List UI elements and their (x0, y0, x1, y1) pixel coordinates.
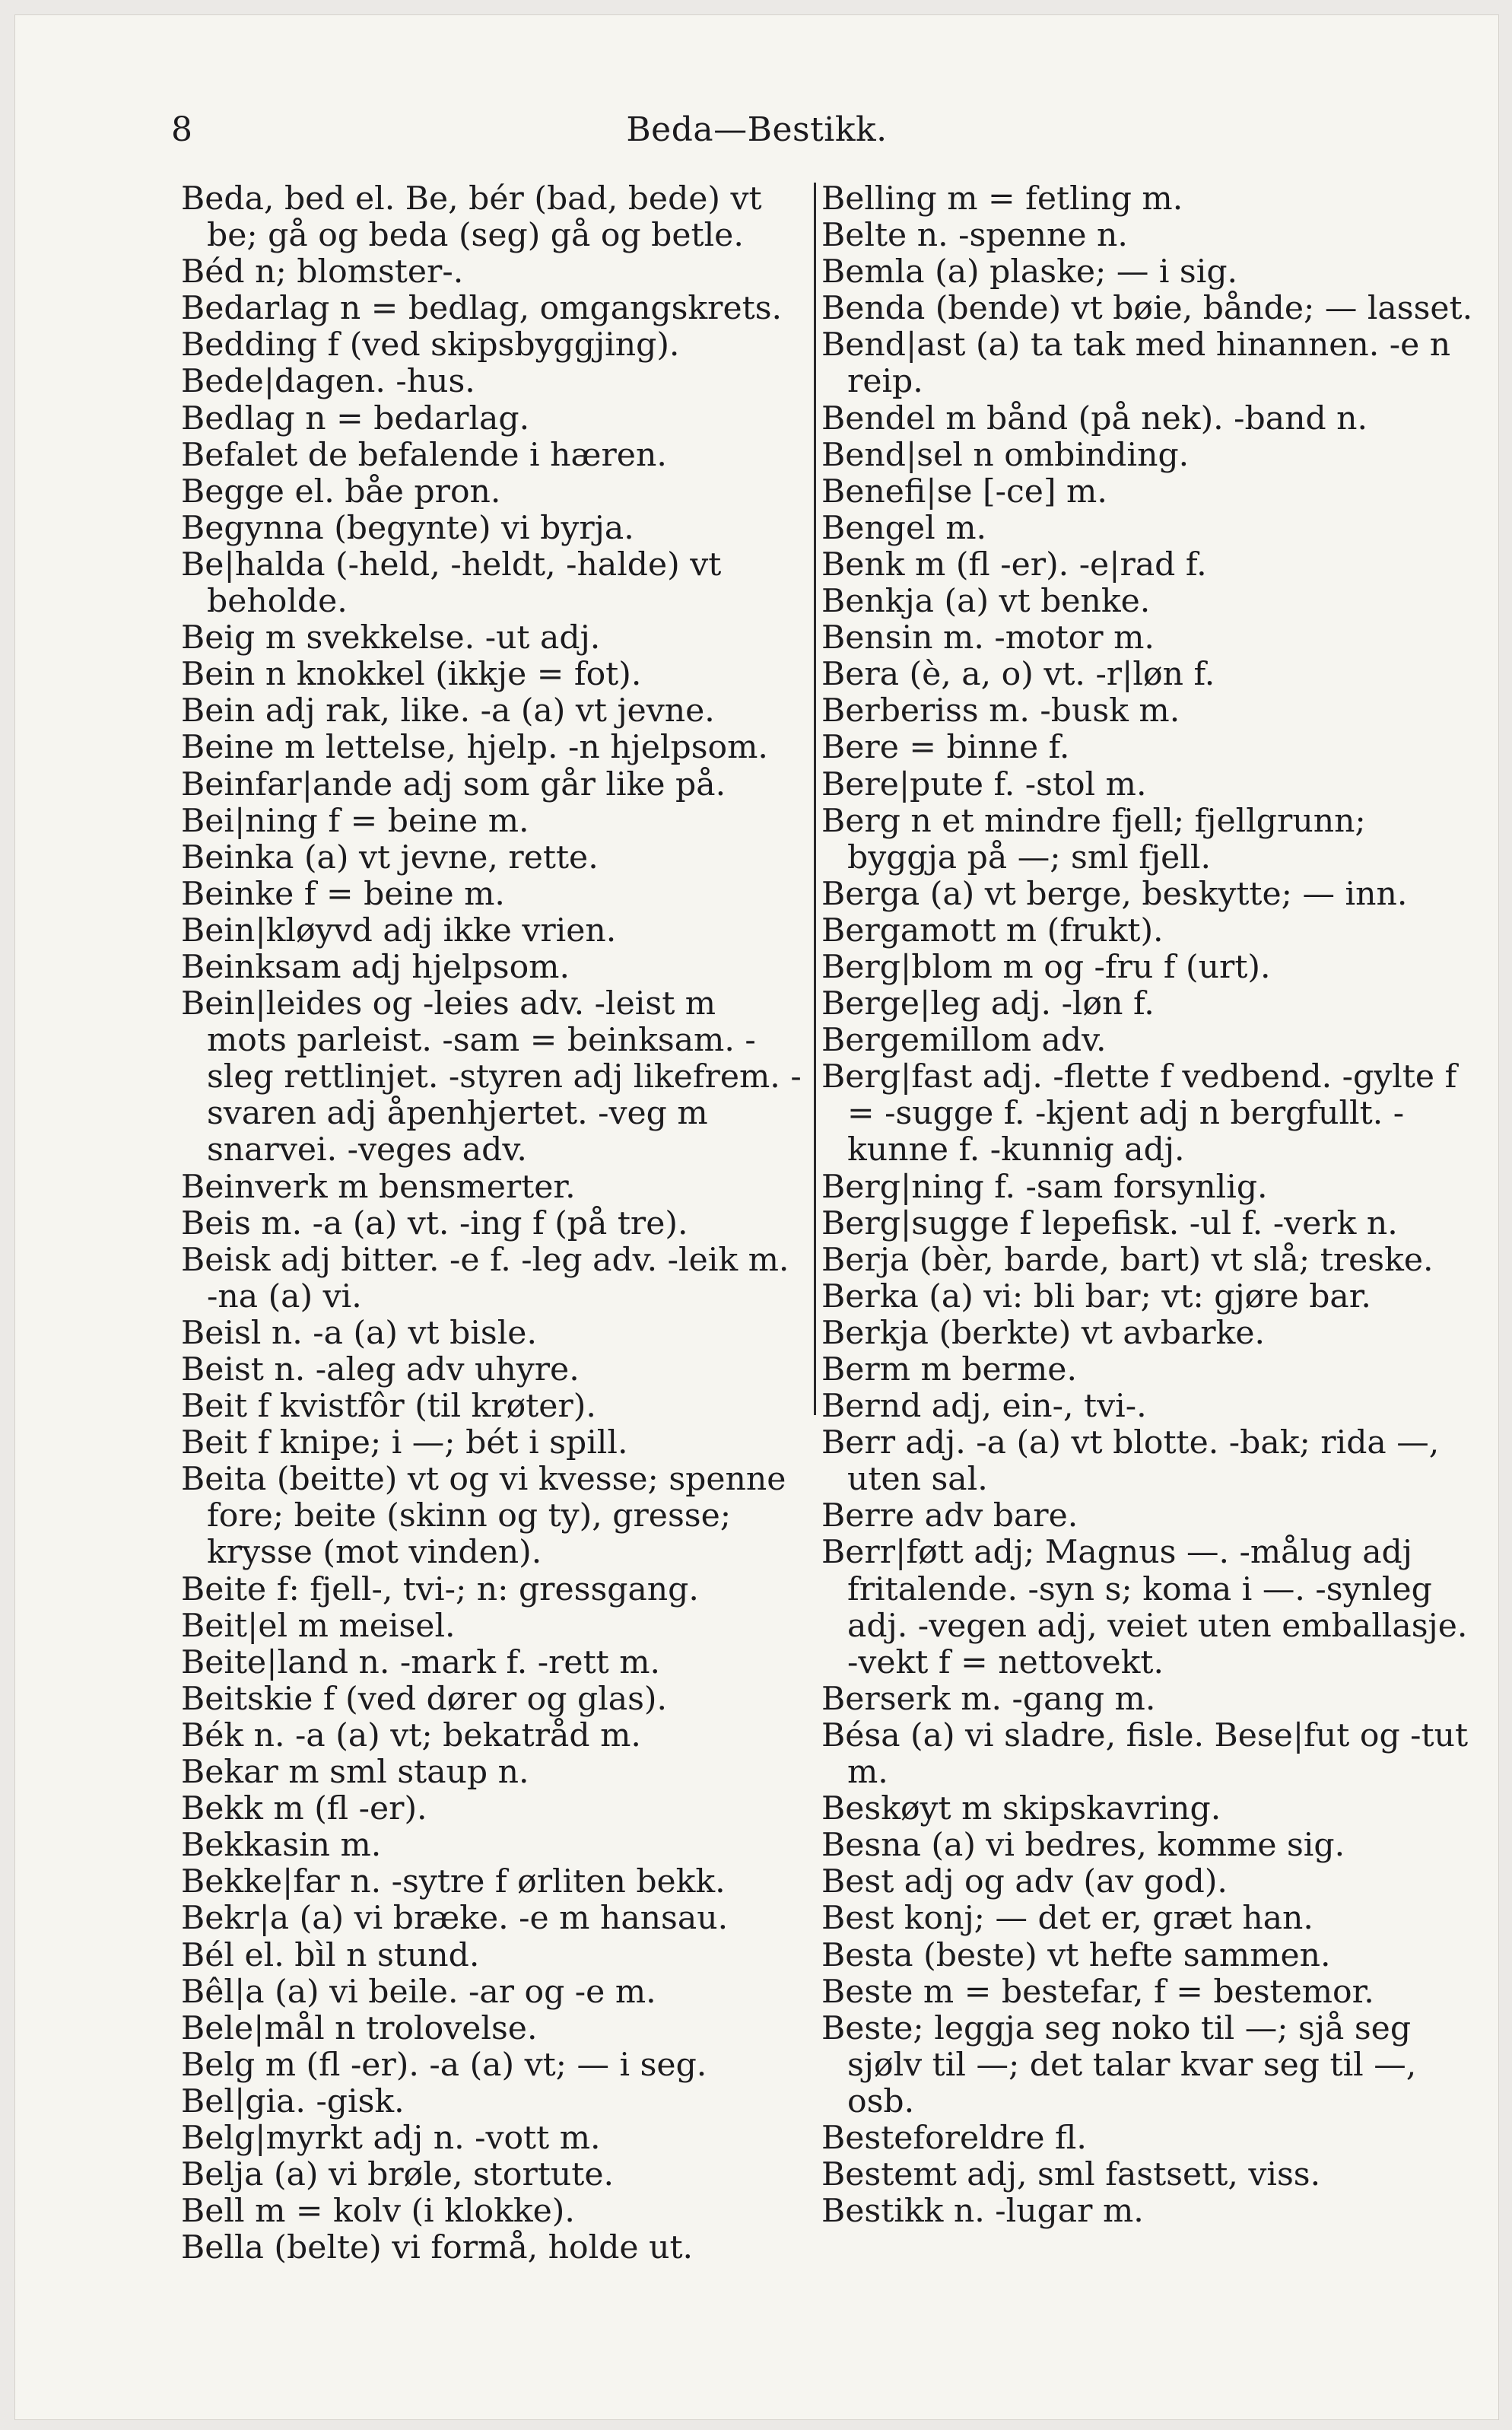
dictionary-entry: Bél el. bìl n stund. (181, 1936, 480, 1974)
dictionary-entry: Beine m lettelse, hjelp. -n hjelpsom. (181, 729, 768, 767)
dictionary-page (15, 15, 1498, 2419)
dictionary-entry: Bei|ning f = beine m. (181, 802, 529, 840)
dictionary-entry: Berg|fast adj. -flette f vedbend. -gylte f = -sugge f. -kjent adj n bergfullt. -kunne f. -kunnig adj. (821, 1058, 1457, 1169)
dictionary-entry: Best adj og adv (av god). (821, 1863, 1228, 1901)
dictionary-entry: Benefi|se [-ce] m. (821, 472, 1107, 510)
dictionary-entry: Beit|el m meisel. (181, 1607, 456, 1645)
dictionary-entry: Bengel m. (821, 509, 987, 547)
dictionary-entry: Benda (bende) vt bøie, bånde; — lasset. (821, 290, 1473, 328)
dictionary-entry: Bernd adj, ein-, tvi-. (821, 1388, 1147, 1426)
dictionary-entry: Bein|leides og -leies adv. -leist m mots parleist. -sam = beinksam. -sleg rettlinjet. -styren adj likefrem. -svaren adj åpenhjertet. -veg m snarvei. -veges adv. (181, 985, 802, 1169)
dictionary-entry: Beinka (a) vt jevne, rette. (181, 838, 599, 876)
dictionary-entry: Befalet de befalende i hæren. (181, 436, 667, 474)
dictionary-entry: Beinke f = beine m. (181, 875, 505, 913)
dictionary-entry: Bere = binne f. (821, 729, 1070, 767)
dictionary-entry: Berg|sugge f lepefisk. -ul f. -verk n. (821, 1204, 1398, 1242)
dictionary-entry: Beit f knipe; i —; bét i spill. (181, 1424, 628, 1462)
dictionary-entry: Berge|leg adj. -løn f. (821, 985, 1155, 1023)
dictionary-entry: Bék n. -a (a) vt; bekatråd m. (181, 1716, 641, 1754)
running-head: Beda—Bestikk. (626, 110, 888, 149)
dictionary-entry: Beig m svekkelse. -ut adj. (181, 619, 601, 657)
dictionary-entry: Belg|myrkt adj n. -vott m. (181, 2119, 601, 2157)
dictionary-entry: Bedlag n = bedarlag. (181, 399, 530, 437)
dictionary-entry: Best konj; — det er, græt han. (821, 1900, 1313, 1938)
dictionary-entry: Belja (a) vi brøle, stortute. (181, 2156, 614, 2194)
dictionary-entry: Bestemt adj, sml fastsett, viss. (821, 2156, 1321, 2194)
dictionary-entry: Beinfar|ande adj som går like på. (181, 765, 726, 803)
dictionary-entry: Berkja (berkte) vt avbarke. (821, 1314, 1266, 1352)
dictionary-entry: Berga (a) vt berge, beskytte; — inn. (821, 875, 1408, 913)
page-header (15, 110, 1498, 156)
dictionary-entry: Beste m = bestefar, f = bestemor. (821, 1973, 1374, 2011)
dictionary-entry: Beisk adj bitter. -e f. -leg adv. -leik m. -na (a) vi. (181, 1241, 789, 1315)
dictionary-entry: Bere|pute f. -stol m. (821, 765, 1147, 803)
dictionary-entry: Bekk m (fl -er). (181, 1790, 427, 1828)
dictionary-entry: Bêl|a (a) vi beile. -ar og -e m. (181, 1973, 656, 2011)
dictionary-entry: Bella (belte) vi formå, holde ut. (181, 2229, 694, 2267)
dictionary-entry: Besteforeldre fl. (821, 2119, 1087, 2157)
dictionary-entry: Bedding f (ved skipsbyggjing). (181, 326, 680, 364)
dictionary-entry: Berka (a) vi: bli bar; vt: gjøre bar. (821, 1277, 1371, 1315)
dictionary-entry: Beisl n. -a (a) vt bisle. (181, 1314, 537, 1352)
dictionary-entry: Bedarlag n = bedlag, omgangskrets. (181, 290, 783, 328)
dictionary-entry: Bera (è, a, o) vt. -r|løn f. (821, 656, 1215, 694)
page-number: 8 (171, 110, 192, 149)
dictionary-entry: Bergamott m (frukt). (821, 911, 1164, 949)
dictionary-entry: Bein|kløyvd adj ikke vrien. (181, 911, 617, 949)
dictionary-entry: Bede|dagen. -hus. (181, 363, 475, 401)
dictionary-entry: Benk m (fl -er). -e|rad f. (821, 545, 1207, 584)
dictionary-entry: Berg|ning f. -sam forsynlig. (821, 1168, 1268, 1206)
dictionary-entry: Bell m = kolv (i klokke). (181, 2193, 575, 2231)
dictionary-entry: Bekkasin m. (181, 1827, 382, 1865)
dictionary-entry: Belling m = fetling m. (821, 180, 1183, 218)
dictionary-entry: Belte n. -spenne n. (821, 217, 1128, 255)
dictionary-entry: Bekar m sml staup n. (181, 1754, 529, 1792)
dictionary-entry: Berr|føtt adj; Magnus —. -målug adj fritalende. -syn s; koma i —. -synleg adj. -vegen adj, veiet uten emballasje. -vekt f = nettovekt. (821, 1534, 1468, 1681)
dictionary-entry: Bend|ast (a) ta tak med hinannen. -e n reip. (821, 326, 1451, 401)
dictionary-entry: Berserk m. -gang m. (821, 1680, 1156, 1718)
dictionary-entry: Beist n. -aleg adv uhyre. (181, 1351, 580, 1388)
right-column (821, 181, 1475, 2230)
dictionary-entry: Berm m berme. (821, 1351, 1077, 1388)
dictionary-entry: Beda, bed el. Be, bér (bad, bede) vt be; gå og beda (seg) gå og betle. (181, 180, 762, 255)
dictionary-entry: Bésa (a) vi sladre, fisle. Bese|fut og -tut m. (821, 1716, 1469, 1792)
dictionary-entry: Bein n knokkel (ikkje = fot). (181, 656, 642, 694)
dictionary-entry: Besta (beste) vt hefte sammen. (821, 1936, 1331, 1974)
dictionary-entry: Bein adj rak, like. -a (a) vt jevne. (181, 692, 715, 730)
dictionary-entry: Berg|blom m og -fru f (urt). (821, 948, 1271, 986)
dictionary-entry: Begynna (begynte) vi byrja. (181, 509, 634, 547)
dictionary-entry: Béd n; blomster-. (181, 253, 464, 291)
dictionary-entry: Bestikk n. -lugar m. (821, 2193, 1144, 2231)
dictionary-entry: Berre adv bare. (821, 1497, 1078, 1535)
dictionary-entry: Berr adj. -a (a) vt blotte. -bak; rida —, uten sal. (821, 1424, 1440, 1499)
dictionary-entry: Beite f: fjell-, tvi-; n: gressgang. (181, 1570, 699, 1608)
dictionary-entry: Beinverk m bensmerter. (181, 1168, 576, 1206)
dictionary-entry: Besna (a) vi bedres, komme sig. (821, 1827, 1345, 1865)
dictionary-entry: Be|halda (-held, -heldt, -halde) vt beholde. (181, 545, 722, 621)
dictionary-entry: Bergemillom adv. (821, 1022, 1107, 1060)
dictionary-entry: Bemla (a) plaske; — i sig. (821, 253, 1238, 291)
dictionary-entry: Bekr|a (a) vi bræke. -e m hansau. (181, 1900, 729, 1938)
dictionary-entry: Berg n et mindre fjell; fjellgrunn; byggja på —; sml fjell. (821, 802, 1366, 876)
dictionary-entry: Beis m. -a (a) vt. -ing f (på tre). (181, 1204, 688, 1242)
dictionary-entry: Beskøyt m skipskavring. (821, 1790, 1221, 1828)
left-column (181, 181, 805, 2266)
dictionary-entry: Bekke|far n. -sytre f ørliten bekk. (181, 1863, 726, 1901)
dictionary-entry: Bend|sel n ombinding. (821, 436, 1190, 474)
dictionary-entry: Belg m (fl -er). -a (a) vt; — i seg. (181, 2046, 707, 2084)
dictionary-entry: Beste; leggja seg noko til —; sjå seg sjølv til —; det talar kvar seg til —, osb. (821, 2009, 1417, 2120)
dictionary-entry: Beinksam adj hjelpsom. (181, 948, 570, 986)
dictionary-entry: Beit f kvistfôr (til krøter). (181, 1388, 596, 1426)
dictionary-entry: Berberiss m. -busk m. (821, 692, 1180, 730)
dictionary-entry: Begge el. båe pron. (181, 472, 501, 510)
dictionary-entry: Beite|land n. -mark f. -rett m. (181, 1643, 661, 1681)
dictionary-entry: Berja (bèr, barde, bart) vt slå; treske. (821, 1241, 1434, 1279)
dictionary-entry: Bensin m. -motor m. (821, 619, 1155, 657)
dictionary-entry: Benkja (a) vt benke. (821, 583, 1151, 621)
dictionary-entry: Beitskie f (ved dører og glas). (181, 1680, 667, 1718)
dictionary-entry: Bendel m bånd (på nek). -band n. (821, 399, 1368, 437)
dictionary-entry: Bele|mål n trolovelse. (181, 2009, 538, 2047)
dictionary-entry: Bel|gia. -gisk. (181, 2082, 405, 2120)
column-divider (814, 183, 816, 1415)
dictionary-entry: Beita (beitte) vt og vi kvesse; spenne fore; beite (skinn og ty), gresse; krysse (mot vinden). (181, 1461, 786, 1572)
